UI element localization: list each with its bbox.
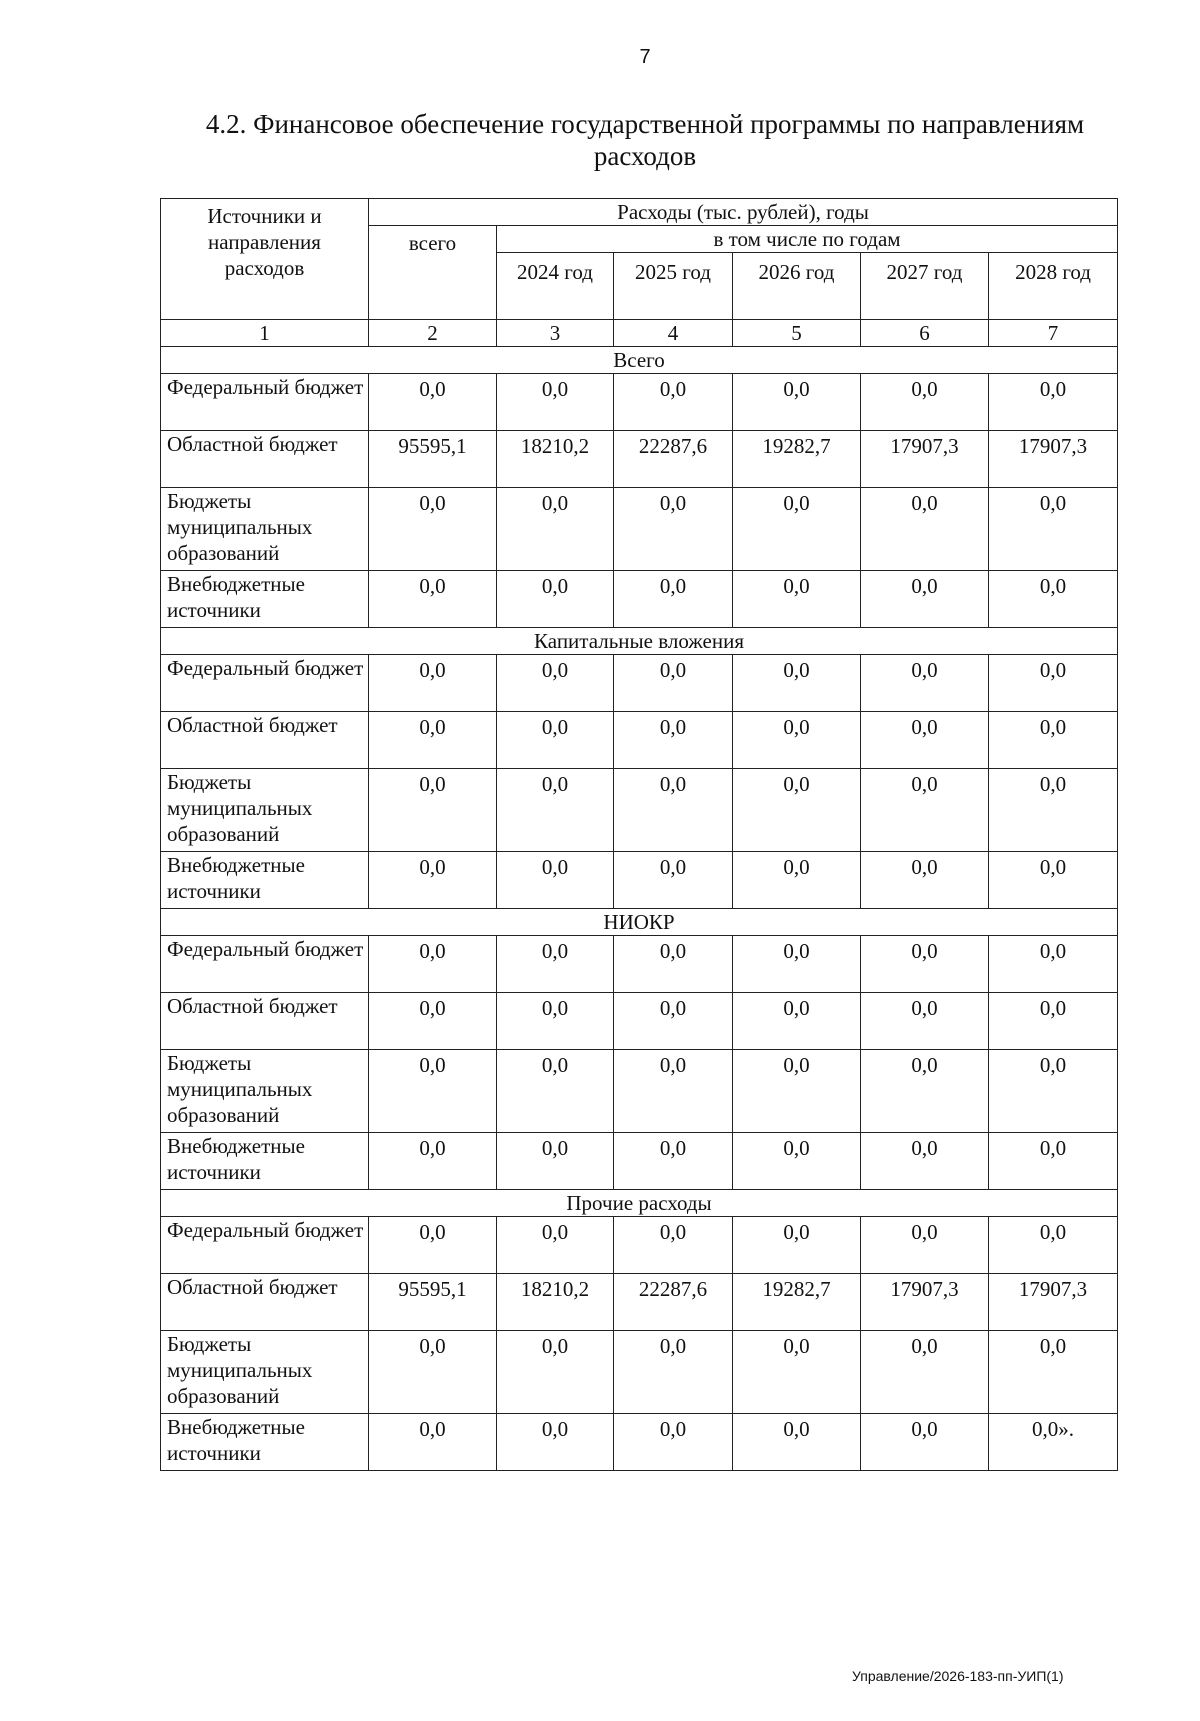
document-title [160, 108, 1130, 172]
value-year: 0,0 [733, 1217, 861, 1274]
value-year: 0,0 [614, 1414, 733, 1471]
value-total: 0,0 [369, 488, 497, 571]
table-row [161, 1050, 1118, 1133]
value-year: 0,0 [733, 655, 861, 712]
section-header-row [161, 1190, 1118, 1217]
section-title: НИОКР [161, 909, 1118, 936]
value-year: 0,0 [497, 1331, 614, 1414]
row-label: Федеральный бюджет [161, 1217, 369, 1274]
value-year: 18210,2 [497, 431, 614, 488]
table-row [161, 1331, 1118, 1414]
value-year: 0,0 [989, 712, 1118, 769]
value-year: 0,0 [861, 1050, 989, 1133]
col-number: 5 [733, 320, 861, 347]
value-year: 0,0 [497, 712, 614, 769]
value-year: 0,0 [733, 993, 861, 1050]
row-label: Областной бюджет [161, 431, 369, 488]
value-year: 19282,7 [733, 1274, 861, 1331]
value-total: 0,0 [369, 1217, 497, 1274]
value-year: 0,0 [614, 1133, 733, 1190]
value-year: 0,0 [733, 1331, 861, 1414]
value-year: 0,0 [861, 712, 989, 769]
col-number: 1 [161, 320, 369, 347]
header-expenses: Расходы (тыс. рублей), годы [369, 199, 1118, 226]
table-row [161, 431, 1118, 488]
value-year: 0,0». [989, 1414, 1118, 1471]
table-row [161, 655, 1118, 712]
value-year: 0,0 [614, 571, 733, 628]
value-year: 0,0 [614, 993, 733, 1050]
row-label: Внебюджетные источники [161, 1414, 369, 1471]
value-year: 0,0 [733, 374, 861, 431]
row-label: Федеральный бюджет [161, 936, 369, 993]
table-row [161, 852, 1118, 909]
header-year-2025: 2025 год [614, 253, 733, 320]
table-row [161, 571, 1118, 628]
section-title: Капитальные вложения [161, 628, 1118, 655]
section-header-row [161, 347, 1118, 374]
row-label: Областной бюджет [161, 712, 369, 769]
value-year: 0,0 [989, 488, 1118, 571]
col-number: 7 [989, 320, 1118, 347]
row-label: Областной бюджет [161, 993, 369, 1050]
row-label: Областной бюджет [161, 1274, 369, 1331]
value-year: 0,0 [861, 1217, 989, 1274]
value-year: 0,0 [989, 1331, 1118, 1414]
value-year: 0,0 [497, 993, 614, 1050]
table-row [161, 1133, 1118, 1190]
header-year-2027: 2027 год [861, 253, 989, 320]
value-year: 0,0 [861, 374, 989, 431]
value-year: 0,0 [989, 655, 1118, 712]
table-row [161, 1274, 1118, 1331]
value-total: 95595,1 [369, 1274, 497, 1331]
value-year: 0,0 [614, 374, 733, 431]
value-year: 22287,6 [614, 1274, 733, 1331]
value-year: 0,0 [989, 571, 1118, 628]
row-label: Федеральный бюджет [161, 374, 369, 431]
value-year: 0,0 [614, 488, 733, 571]
value-year: 0,0 [733, 852, 861, 909]
row-label: Внебюджетные источники [161, 1133, 369, 1190]
value-year: 0,0 [614, 712, 733, 769]
value-year: 0,0 [861, 1133, 989, 1190]
column-number-row [161, 320, 1118, 347]
value-year: 0,0 [989, 1133, 1118, 1190]
value-year: 0,0 [733, 1050, 861, 1133]
value-year: 0,0 [614, 655, 733, 712]
financing-table [160, 198, 1118, 1471]
value-year: 0,0 [989, 936, 1118, 993]
table-row [161, 712, 1118, 769]
value-year: 0,0 [614, 936, 733, 993]
value-year: 0,0 [989, 769, 1118, 852]
page-number: 7 [639, 46, 651, 68]
title-line-1: 4.2. Финансовое обеспечение государственной программы по направлениям [205, 109, 1085, 139]
value-total: 0,0 [369, 993, 497, 1050]
value-year: 0,0 [989, 374, 1118, 431]
header-year-2024: 2024 год [497, 253, 614, 320]
value-year: 0,0 [861, 1331, 989, 1414]
value-year: 0,0 [861, 1414, 989, 1471]
value-total: 0,0 [369, 1414, 497, 1471]
row-label: Бюджеты муниципальных образований [161, 1050, 369, 1133]
header-year-2026: 2026 год [733, 253, 861, 320]
table-row [161, 993, 1118, 1050]
value-year: 0,0 [497, 769, 614, 852]
value-total: 0,0 [369, 374, 497, 431]
value-year: 0,0 [733, 712, 861, 769]
value-year: 0,0 [497, 374, 614, 431]
col-number: 2 [369, 320, 497, 347]
value-year: 0,0 [614, 1331, 733, 1414]
value-year: 0,0 [861, 655, 989, 712]
value-year: 0,0 [989, 993, 1118, 1050]
table-row [161, 1414, 1118, 1471]
value-year: 0,0 [497, 936, 614, 993]
value-year: 0,0 [733, 488, 861, 571]
header-total: всего [369, 226, 497, 320]
value-year: 22287,6 [614, 431, 733, 488]
value-year: 0,0 [733, 1414, 861, 1471]
col-number: 3 [497, 320, 614, 347]
value-year: 0,0 [861, 936, 989, 993]
row-label: Бюджеты муниципальных образований [161, 1331, 369, 1414]
value-year: 17907,3 [861, 431, 989, 488]
document-footer-code: Управление/2026-183-пп-УИП(1) [852, 1668, 1064, 1684]
value-total: 0,0 [369, 1133, 497, 1190]
row-label: Бюджеты муниципальных образований [161, 769, 369, 852]
table-row [161, 374, 1118, 431]
value-year: 0,0 [861, 993, 989, 1050]
value-year: 0,0 [989, 852, 1118, 909]
value-year: 0,0 [497, 1133, 614, 1190]
section-title: Прочие расходы [161, 1190, 1118, 1217]
value-total: 0,0 [369, 1050, 497, 1133]
section-title: Всего [161, 347, 1118, 374]
value-total: 0,0 [369, 936, 497, 993]
title-line-2: расходов [593, 141, 697, 171]
value-year: 0,0 [497, 488, 614, 571]
value-year: 0,0 [614, 1050, 733, 1133]
table-row [161, 769, 1118, 852]
value-total: 0,0 [369, 571, 497, 628]
header-source-col: Источники и направления расходов [161, 199, 369, 320]
value-year: 0,0 [497, 852, 614, 909]
value-year: 0,0 [614, 1217, 733, 1274]
value-year: 0,0 [614, 852, 733, 909]
value-year: 18210,2 [497, 1274, 614, 1331]
value-year: 0,0 [861, 571, 989, 628]
value-year: 0,0 [733, 571, 861, 628]
value-year: 0,0 [733, 769, 861, 852]
section-header-row [161, 909, 1118, 936]
value-year: 0,0 [733, 936, 861, 993]
value-year: 17907,3 [861, 1274, 989, 1331]
value-total: 0,0 [369, 1331, 497, 1414]
table-row [161, 936, 1118, 993]
value-year: 0,0 [497, 1050, 614, 1133]
table-row [161, 488, 1118, 571]
value-total: 0,0 [369, 712, 497, 769]
value-year: 0,0 [614, 769, 733, 852]
value-year: 0,0 [497, 655, 614, 712]
section-header-row [161, 628, 1118, 655]
value-year: 17907,3 [989, 431, 1118, 488]
header-by-years: в том числе по годам [497, 226, 1118, 253]
value-year: 0,0 [861, 852, 989, 909]
row-label: Внебюджетные источники [161, 571, 369, 628]
value-total: 0,0 [369, 852, 497, 909]
header-year-2028: 2028 год [989, 253, 1118, 320]
table-row [161, 1217, 1118, 1274]
value-year: 0,0 [861, 488, 989, 571]
value-year: 0,0 [497, 571, 614, 628]
row-label: Внебюджетные источники [161, 852, 369, 909]
value-total: 95595,1 [369, 431, 497, 488]
col-number: 6 [861, 320, 989, 347]
value-year: 0,0 [989, 1050, 1118, 1133]
row-label: Федеральный бюджет [161, 655, 369, 712]
value-year: 0,0 [989, 1217, 1118, 1274]
value-year: 17907,3 [989, 1274, 1118, 1331]
value-year: 19282,7 [733, 431, 861, 488]
value-year: 0,0 [497, 1414, 614, 1471]
row-label: Бюджеты муниципальных образований [161, 488, 369, 571]
col-number: 4 [614, 320, 733, 347]
value-total: 0,0 [369, 655, 497, 712]
value-year: 0,0 [733, 1133, 861, 1190]
value-year: 0,0 [861, 769, 989, 852]
value-year: 0,0 [497, 1217, 614, 1274]
value-total: 0,0 [369, 769, 497, 852]
